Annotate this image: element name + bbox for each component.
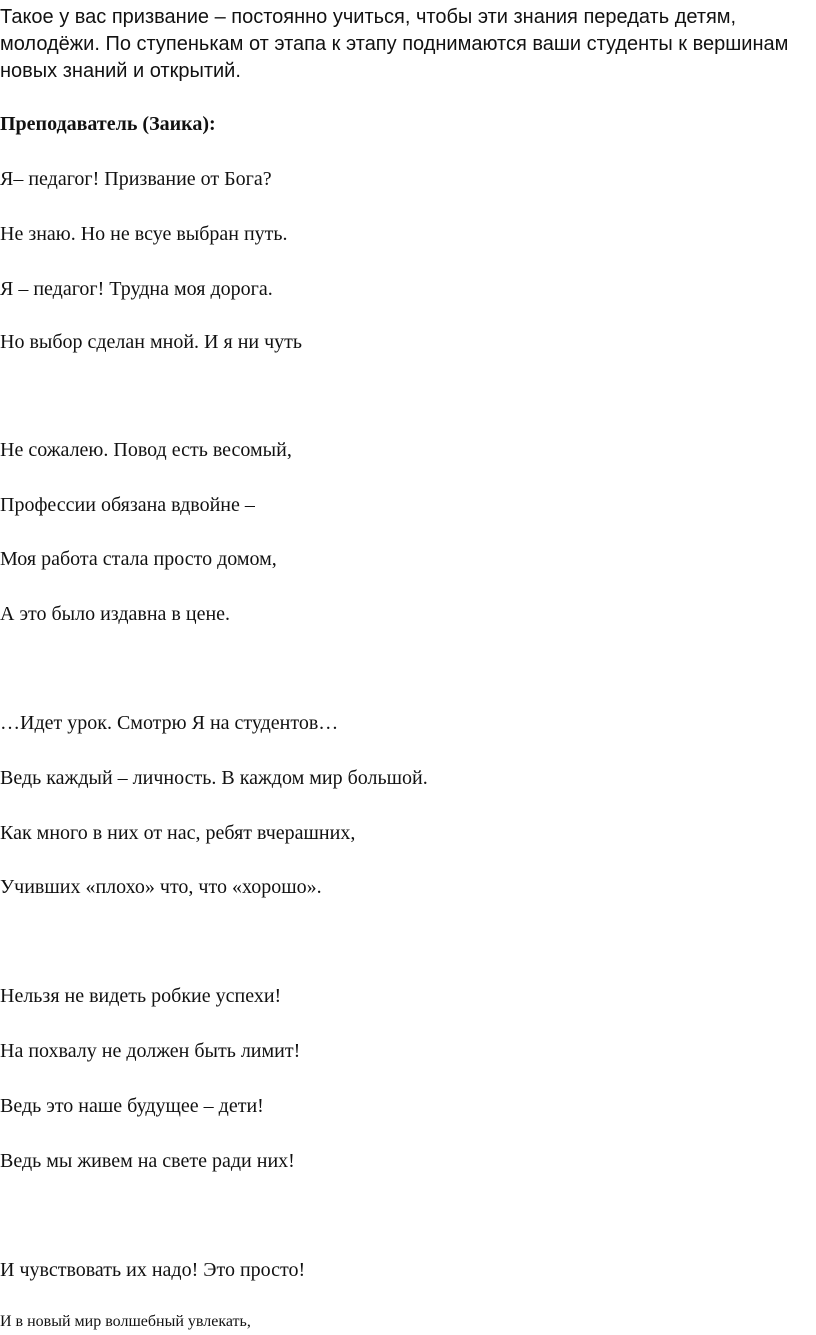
poem-line: Ведь мы живем на свете ради них!: [0, 1150, 295, 1172]
poem-line: Не сожалею. Повод есть весомый,: [0, 439, 292, 461]
intro-paragraph: Такое у вас призвание – постоянно учиться, чтобы эти знания передать детям, молодёжи. По ступенькам от этапа к этапу поднимаются ваши студенты к вершинам новых знаний и открытий.: [0, 6, 789, 82]
poem-line: А это было издавна в цене.: [0, 603, 231, 625]
poem-line: Учивших «плохо» что, что «хорошо».: [0, 876, 322, 898]
poem-line: И в новый мир волшебный увлекать,: [0, 1313, 251, 1330]
speaker-heading: Преподаватель (Заика):: [0, 113, 216, 135]
poem-line: На похвалу не должен быть лимит!: [0, 1040, 301, 1062]
poem-line: Моя работа стала просто домом,: [0, 548, 277, 570]
poem-line: Но выбор сделан мной. И я ни чуть: [0, 331, 303, 353]
poem-line: Ведь каждый – личность. В каждом мир большой.: [0, 767, 428, 789]
poem-line: Не знаю. Но не всуе выбран путь.: [0, 223, 288, 245]
poem-line: Я – педагог! Трудна моя дорога.: [0, 278, 273, 300]
poem-line: Профессии обязана вдвойне –: [0, 494, 255, 516]
poem-line: Нельзя не видеть робкие успехи!: [0, 985, 282, 1007]
poem-line: …Идет урок. Смотрю Я на студентов…: [0, 712, 339, 734]
poem-line: Я– педагог! Призвание от Бога?: [0, 168, 272, 190]
poem-line: Ведь это наше будущее – дети!: [0, 1095, 264, 1117]
poem-line: Как много в них от нас, ребят вчерашних,: [0, 822, 356, 844]
poem-line: И чувствовать их надо! Это просто!: [0, 1259, 306, 1281]
